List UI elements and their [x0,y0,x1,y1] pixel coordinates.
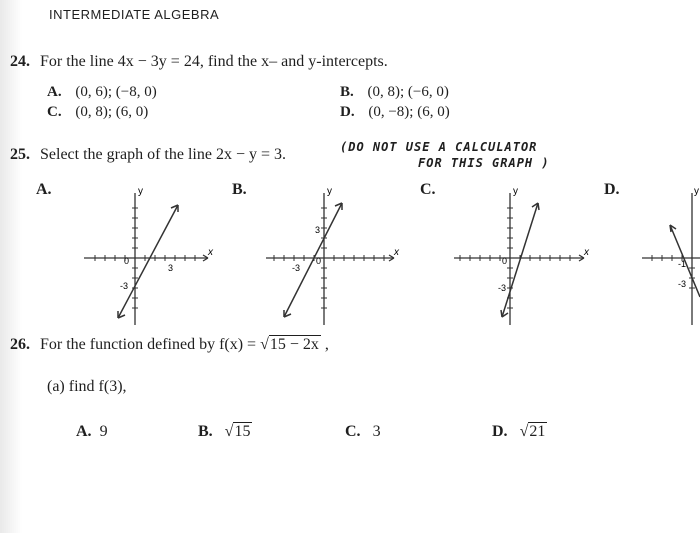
question-number: 26. [10,336,30,353]
graph-letter-c: C. [420,181,436,198]
graph-letter-b: B. [232,181,247,198]
x-axis-label: x [584,247,589,258]
graph-a[interactable] [80,185,220,335]
graph-letter-d: D. [604,181,620,198]
sqrt-expression: √15 − 2x [260,336,319,353]
y-axis-label: y [513,186,518,197]
option-letter: C. [47,104,62,120]
question-number: 25. [10,146,30,163]
question-25 [10,146,286,164]
tick-label: -3 [678,279,687,289]
tick-label: 3 [168,263,174,273]
option-letter: A. [47,84,62,100]
y-axis-label: y [694,186,699,197]
q26-option-b[interactable] [198,423,252,441]
option-value: (0, 8); (−6, 0) [367,84,449,100]
handwritten-note-line-1: (DO NOT USE A CALCULATOR [340,140,538,154]
q24-option-d[interactable] [340,104,450,121]
page-header: INTERMEDIATE ALGEBRA [49,7,220,22]
question-text: Select the graph of the line 2x − y = 3. [40,146,286,163]
tick-label: -3 [292,263,301,273]
question-number: 24. [10,53,30,70]
tick-label: -1 [678,259,687,269]
option-value: 9 [99,423,108,440]
q26-option-c[interactable] [345,423,381,441]
option-letter: D. [492,423,508,440]
option-letter: D. [340,104,355,120]
page-edge-shadow [0,0,22,533]
option-letter: A. [76,423,92,440]
question-text: For the function defined by f(x) = [40,336,261,353]
q26-option-a[interactable] [76,423,108,441]
y-axis-label: y [327,186,332,197]
graph-d[interactable] [630,185,700,335]
radicand: 15 − 2x [269,336,319,353]
option-value: (0, 8); (6, 0) [75,104,149,120]
graph-letter-a: A. [36,181,52,198]
y-axis-label: y [138,186,143,197]
radicand: 15 [234,423,251,440]
question-24 [10,53,388,71]
option-value: (0, −8); (6, 0) [368,104,450,120]
option-value: √15 [224,423,251,440]
tick-label: 3 [315,225,321,235]
q24-option-c[interactable] [47,104,148,121]
q24-option-b[interactable] [340,84,449,101]
radicand: 21 [529,423,546,440]
x-axis-label: x [208,247,213,258]
question-text-suffix: , [320,336,329,353]
graph-c[interactable] [450,185,595,335]
option-letter: B. [198,423,213,440]
graph-line [284,203,342,317]
question-26 [10,336,329,354]
origin-label: 0 [502,256,508,266]
option-letter: C. [345,423,361,440]
graph-line [502,203,538,317]
option-value: (0, 6); (−8, 0) [75,84,157,100]
q26-option-d[interactable] [492,423,547,441]
question-text: For the line 4x − 3y = 24, find the x– and y-intercepts. [40,53,388,70]
question-26-part-a: (a) find f(3), [47,378,127,395]
tick-label: -3 [498,283,507,293]
tick-label: -3 [120,281,129,291]
origin-label: 0 [124,256,130,266]
handwritten-note-line-2: FOR THIS GRAPH ) [418,156,550,170]
q24-option-a[interactable] [47,84,157,101]
option-value: 3 [372,423,381,440]
graph-b[interactable] [262,185,407,335]
origin-label: 0 [316,256,322,266]
option-letter: B. [340,84,354,100]
option-value: √21 [519,423,546,440]
x-axis-label: x [394,247,399,258]
